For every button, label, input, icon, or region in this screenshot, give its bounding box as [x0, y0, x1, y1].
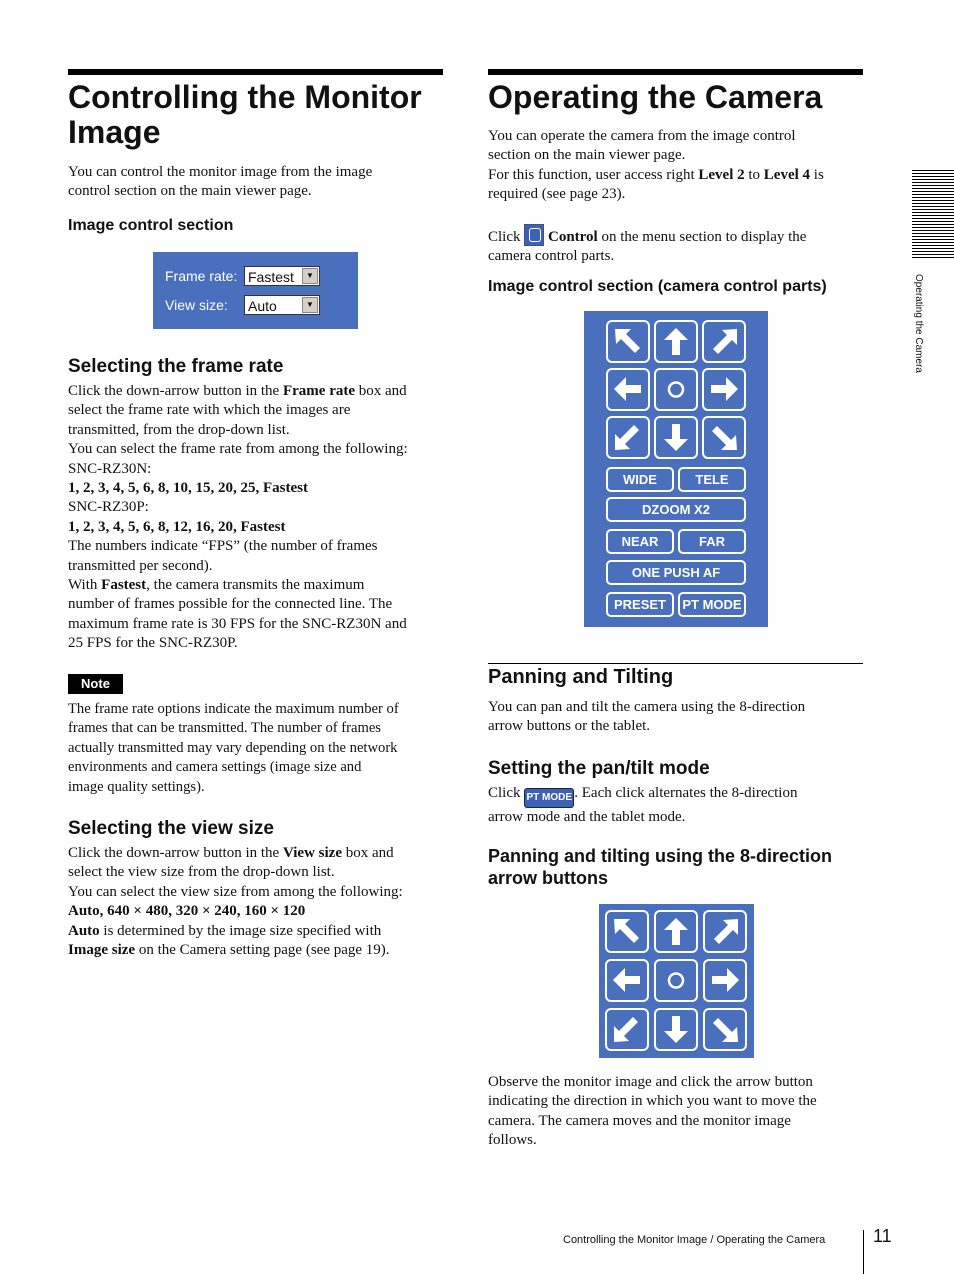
arrow-down-right-button[interactable] — [702, 416, 746, 459]
arrow-left-icon — [611, 373, 645, 406]
arrow-down-left-icon — [610, 1013, 644, 1046]
footer-divider — [863, 1230, 864, 1274]
frame-rate-select[interactable] — [244, 266, 320, 286]
image-control-panel — [153, 252, 358, 329]
arrow-down-icon — [659, 1013, 693, 1046]
arrow-down-left-icon — [611, 421, 645, 454]
frame-rate-label: Frame rate: — [165, 268, 238, 284]
arrow-down-button[interactable] — [654, 1008, 698, 1051]
arrow-up-icon — [659, 325, 693, 358]
view-size-heading: Selecting the view size — [68, 818, 274, 839]
section-rule — [488, 663, 863, 664]
view-size-body: Click the down-arrow button in the View size box and select the view size from the drop-down list. You can select the view size from among the following: Auto, 640 × 480, 320 × 240, 160 × 120 Auto is determined by the image size specified with Image size on the Camera setting page (see page 19). — [68, 845, 403, 959]
title-rule-left — [68, 69, 443, 75]
arrow-down-left-button[interactable] — [606, 416, 650, 459]
frame-rate-value: Fastest — [248, 269, 294, 285]
view-size-label: View size: — [165, 297, 228, 313]
sidebar-tab-lines — [912, 170, 954, 260]
arrow-down-right-button[interactable] — [703, 1008, 747, 1051]
arrow-button-panel — [599, 904, 754, 1058]
control-icon[interactable] — [524, 224, 544, 246]
right-intro: You can operate the camera from the image control section on the main viewer page. For this function, user access right Level 2 to Level 4 is required (see page 23). — [488, 128, 824, 203]
arrow-up-left-icon — [611, 325, 645, 358]
arrow-up-right-icon — [707, 325, 741, 358]
page-title-right: Operating the Camera — [488, 79, 823, 115]
image-control-heading: Image control section — [68, 217, 234, 234]
arrow-down-right-icon — [708, 1013, 742, 1046]
arrow-left-icon — [610, 964, 644, 997]
click-control-text: Click Control on the menu section to display the camera control parts. — [488, 224, 806, 267]
dropdown-arrow-icon[interactable]: ▼ — [302, 297, 318, 313]
arrow-up-left-button[interactable] — [605, 910, 649, 953]
view-size-value: Auto — [248, 298, 277, 314]
left-intro: You can control the monitor image from the image control section on the main viewer page. — [68, 164, 373, 200]
arrow-right-icon — [707, 373, 741, 406]
frame-rate-heading: Selecting the frame rate — [68, 356, 284, 377]
page-number: 11 — [873, 1226, 892, 1246]
one-push-af-button[interactable]: ONE PUSH AF — [606, 560, 746, 585]
arrow-up-button[interactable] — [654, 320, 698, 363]
dropdown-arrow-icon[interactable]: ▼ — [302, 268, 318, 284]
home-center-button[interactable] — [654, 368, 698, 411]
pt-mode-text: Click PT MODE . Each click alternates the 8-direction arrow mode and the tablet mode. — [488, 785, 798, 825]
arrow-down-left-button[interactable] — [605, 1008, 649, 1051]
sidebar-section-label: Operating the Camera — [913, 274, 924, 373]
arrow-up-left-icon — [610, 915, 644, 948]
wide-button[interactable]: WIDE — [606, 467, 674, 492]
circle-icon — [659, 373, 693, 406]
camera-control-panel — [584, 311, 768, 627]
arrow-left-button[interactable] — [605, 959, 649, 1002]
panning-intro: You can pan and tilt the camera using the 8-direction arrow buttons or the tablet. — [488, 699, 806, 735]
pt-mode-button[interactable]: PT MODE — [678, 592, 746, 617]
footer-running-title: Controlling the Monitor Image / Operating the Camera — [563, 1234, 826, 1246]
arrow-up-icon — [659, 915, 693, 948]
view-size-select[interactable] — [244, 295, 320, 315]
arrow-down-icon — [659, 421, 693, 454]
note-badge: Note — [68, 674, 123, 694]
arrow-right-icon — [708, 964, 742, 997]
arrow-right-button[interactable] — [702, 368, 746, 411]
pt-mode-icon[interactable]: PT MODE — [524, 788, 574, 808]
circle-icon — [659, 964, 693, 997]
arrow-buttons-heading: Panning and tilting using the 8-direction arrow buttons — [488, 846, 832, 888]
near-button[interactable]: NEAR — [606, 529, 674, 554]
arrow-up-button[interactable] — [654, 910, 698, 953]
tele-button[interactable]: TELE — [678, 467, 746, 492]
arrow-buttons-body: Observe the monitor image and click the arrow button indicating the direction in which you want to move the camera. The camera moves and the monitor image follows. — [488, 1074, 817, 1149]
arrow-up-right-icon — [708, 915, 742, 948]
preset-button[interactable]: PRESET — [606, 592, 674, 617]
home-center-button[interactable] — [654, 959, 698, 1002]
panning-heading: Panning and Tilting — [488, 666, 674, 688]
title-rule-right — [488, 69, 863, 75]
arrow-up-left-button[interactable] — [606, 320, 650, 363]
arrow-left-button[interactable] — [606, 368, 650, 411]
arrow-down-right-icon — [707, 421, 741, 454]
arrow-down-button[interactable] — [654, 416, 698, 459]
dzoom-button[interactable]: DZOOM X2 — [606, 497, 746, 522]
far-button[interactable]: FAR — [678, 529, 746, 554]
note-body: The frame rate options indicate the maximum number of frames that can be transmitted. The number of frames actually transmitted may vary depending on the network environments and camera settings (image size and image quality settings). — [68, 701, 399, 795]
pt-mode-heading: Setting the pan/tilt mode — [488, 758, 710, 779]
arrow-up-right-button[interactable] — [703, 910, 747, 953]
camera-control-heading: Image control section (camera control parts) — [488, 278, 827, 295]
arrow-right-button[interactable] — [703, 959, 747, 1002]
arrow-up-right-button[interactable] — [702, 320, 746, 363]
frame-rate-body: Click the down-arrow button in the Frame rate box and select the frame rate with which the images are transmitted, from the drop-down list. You can select the frame rate from among the following: SNC-RZ30N: 1, 2, 3, 4, 5, 6, 8, 10, 15, 20, 25, Fastest SNC-RZ30P: 1, 2, 3, 4, 5, 6, 8, 12, 16, 20, Fastest The numbers indicate “FPS” (the number of frames transmitted per second). With Fastest, the camera transmits the maximum number of frames possible for the connected line. The maximum frame rate is 30 FPS for the SNC-RZ30N and 25 FPS for the SNC-RZ30P. — [68, 383, 408, 652]
page-title-left: Controlling the Monitor Image — [68, 79, 422, 150]
